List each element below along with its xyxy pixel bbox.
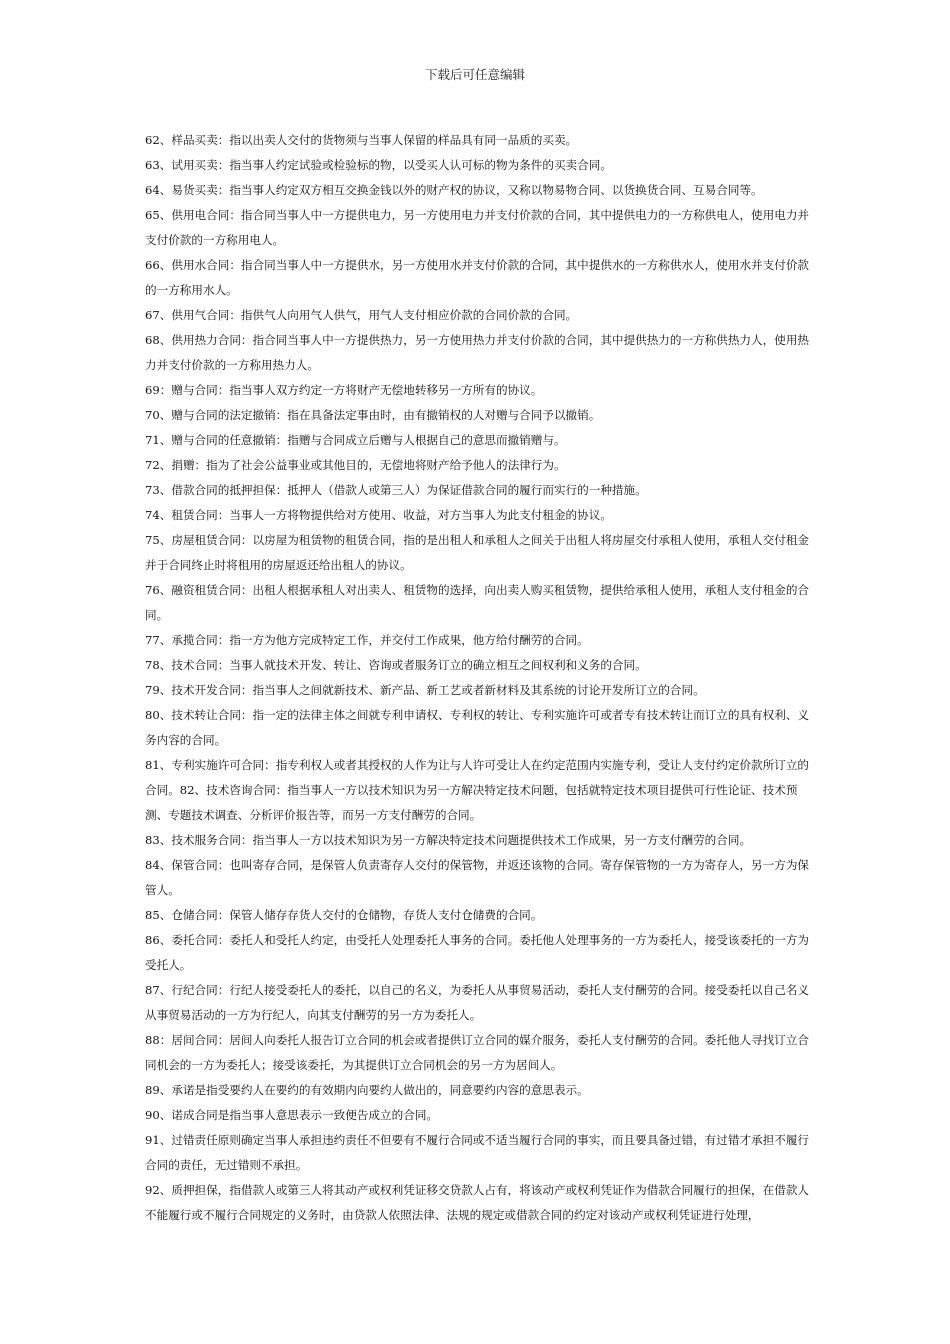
paragraph-91: 91、过错责任原则确定当事人承担违约责任不但要有不履行合同或不适当履行合同的事实，而且要具备过错，有过错才承担不履行合同的责任，无过错则不承担。 — [145, 1133, 810, 1172]
paragraph-87: 87、行纪合同：行纪人接受委托人的委托，以自己的名义，为委托人从事贸易活动，委托人支付酬劳的合同。接受委托以自己名义从事贸易活动的一方为行纪人，向其支付酬劳的另一方为委托人。 — [145, 983, 810, 1022]
paragraph-86: 86、委托合同：委托人和受托人约定，由受托人处理委托人事务的合同。委托他人处理事务的一方为委托人，接受该委托的一方为受托人。 — [145, 933, 810, 972]
paragraph-85: 85、仓储合同：保管人储存存货人交付的仓储物，存货人支付仓储费的合同。 — [145, 908, 543, 922]
paragraph-80: 80、技术转让合同：指一定的法律主体之间就专利申请权、专利权的转让、专利实施许可或者专有技术转让而订立的具有权利、义务内容的合同。 — [145, 708, 810, 747]
paragraph-67: 67、供用气合同：指供气人向用气人供气，用气人支付相应价款的合同价款的合同。 — [145, 308, 578, 322]
paragraph-72: 72、捐赠：指为了社会公益事业或其他目的，无偿地将财产给予他人的法律行为。 — [145, 458, 566, 472]
paragraph-73: 73、借款合同的抵押担保：抵押人（借款人或第三人）为保证借款合同的履行而实行的一种措施。 — [145, 483, 647, 497]
paragraph-65: 65、供用电合同：指合同当事人中一方提供电力，另一方使用电力并支付价款的合同，其中提供电力的一方称供电人，使用电力并支付价款的一方称用电人。 — [145, 208, 810, 247]
paragraph-78: 78、技术合同：当事人就技术开发、转让、咨询或者服务订立的确立相互之间权利和义务的合同。 — [145, 658, 647, 672]
paragraph-77: 77、承揽合同：指一方为他方完成特定工作，并交付工作成果，他方给付酬劳的合同。 — [145, 633, 589, 647]
paragraph-63: 63、试用买卖：指当事人约定试验或检验标的物，以受买人认可标的物为条件的买卖合同。 — [145, 158, 612, 172]
paragraph-64: 64、易货买卖：指当事人约定双方相互交换金钱以外的财产权的协议，又称以物易物合同、以货换货合同、互易合同等。 — [145, 183, 763, 197]
paragraph-68: 68、供用热力合同：指合同当事人中一方提供热力，另一方使用热力并支付价款的合同，其中提供热力的一方称供热力人，使用热力并支付价款的一方称用热力人。 — [145, 333, 810, 372]
paragraph-88: 88：居间合同：居间人向委托人报告订立合同的机会或者提供订立合同的媒介服务，委托人支付酬劳的合同。委托他人寻找订立合同机会的一方为委托人；接受该委托，为其提供订立合同机会的另一方为居间人。 — [145, 1033, 810, 1072]
paragraph-83: 83、技术服务合同：指当事人一方以技术知识为另一方解决特定技术问题提供技术工作成果，另一方支付酬劳的合同。 — [145, 833, 752, 847]
paragraph-84: 84、保管合同：也叫寄存合同，是保管人负责寄存人交付的保管物，并返还该物的合同。寄存保管物的一方为寄存人，另一方为保管人。 — [145, 858, 810, 897]
paragraph-81-82: 81、专利实施许可合同：指专利权人或者其授权的人作为让与人许可受让人在约定范围内实施专利，受让人支付约定价款所订立的合同。82、技术咨询合同：指当事人一方以技术知识为另一方解决特定技术问题，包括就特定技术项目提供可行性论证、技术预测、专题技术调查、分析评价报告等，而另一方支付酬劳的合同。 — [145, 758, 810, 822]
paragraph-74: 74、租赁合同：当事人一方将物提供给对方使用、收益，对方当事人为此支付租金的协议。 — [145, 508, 612, 522]
document-body — [145, 128, 815, 1228]
paragraph-89: 89、承诺是指受要约人在要约的有效期内向要约人做出的，同意要约内容的意思表示。 — [145, 1083, 589, 1097]
paragraph-76: 76、融资租赁合同：出租人根据承租人对出卖人、租赁物的选择，向出卖人购买租赁物，提供给承租人使用，承租人支付租金的合同。 — [145, 583, 810, 622]
paragraph-92: 92、质押担保，指借款人或第三人将其动产或权利凭证移交贷款人占有，将该动产或权利凭证作为借款合同履行的担保，在借款人不能履行或不履行合同规定的义务时，由贷款人依照法律、法规的规定或借款合同的约定对该动产或权利凭证进行处理， — [145, 1183, 810, 1222]
paragraph-79: 79、技术开发合同：指当事人之间就新技术、新产品、新工艺或者新材料及其系统的讨论开发所订立的合同。 — [145, 683, 705, 697]
page-header: 下载后可任意编辑 — [424, 67, 525, 82]
paragraph-66: 66、供用水合同：指合同当事人中一方提供水，另一方使用水并支付价款的合同，其中提供水的一方称供水人，使用水并支付价款的一方称用水人。 — [145, 258, 810, 297]
paragraph-70: 70、赠与合同的法定撤销：指在具备法定事由时，由有撤销权的人对赠与合同予以撤销。 — [145, 408, 601, 422]
paragraph-69: 69：赠与合同：指当事人双方约定一方将财产无偿地转移另一方所有的协议。 — [145, 383, 543, 397]
paragraph-75: 75、房屋租赁合同：以房屋为租赁物的租赁合同，指的是出租人和承租人之间关于出租人将房屋交付承租人使用，承租人交付租金并于合同终止时将租用的房屋返还给出租人的协议。 — [145, 533, 810, 572]
paragraph-62: 62、样品买卖：指以出卖人交付的货物须与当事人保留的样品具有同一品质的买卖。 — [145, 133, 578, 147]
paragraph-71: 71、赠与合同的任意撤销：指赠与合同成立后赠与人根据自己的意思而撤销赠与。 — [145, 433, 566, 447]
paragraph-90: 90、诺成合同是指当事人意思表示一致便告成立的合同。 — [145, 1108, 439, 1122]
